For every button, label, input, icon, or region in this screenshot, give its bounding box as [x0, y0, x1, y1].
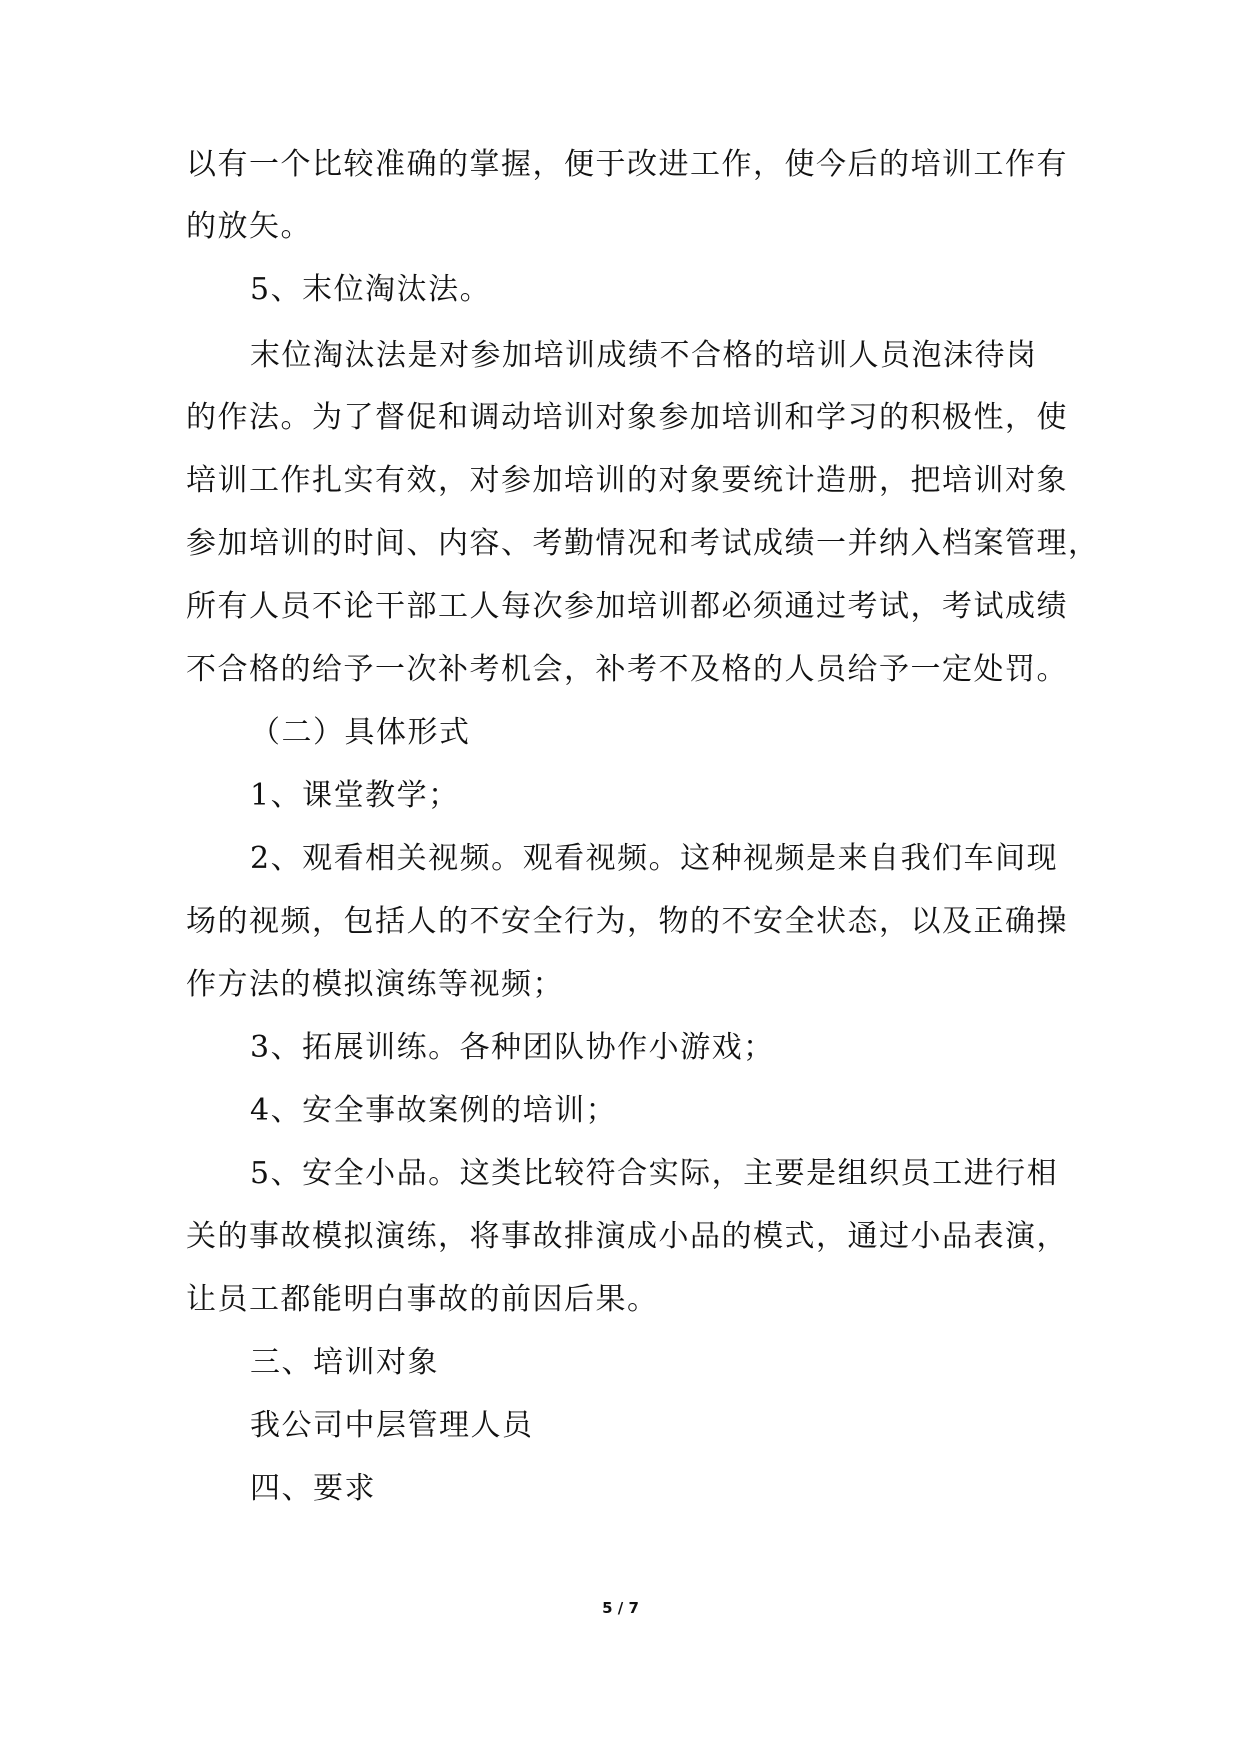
text-line: 不合格的给予一次补考机会，补考不及格的人员给予一定处罚。: [186, 652, 1068, 687]
text-line: 末位淘汰法是对参加培训成绩不合格的培训人员泡沫待岗: [250, 338, 1038, 373]
section-heading: 三、培训对象: [250, 1345, 439, 1380]
text-line: 我公司中层管理人员: [250, 1408, 534, 1443]
section-heading: （二）具体形式: [250, 715, 471, 750]
list-heading: 5、末位淘汰法。: [250, 272, 492, 307]
text-line: 所有人员不论干部工人每次参加培训都必须通过考试，考试成绩: [186, 589, 1068, 624]
list-item: 2、观看相关视频。观看视频。这种视频是来自我们车间现: [250, 841, 1059, 876]
text-line: 让员工都能明白事故的前因后果。: [186, 1282, 659, 1317]
list-item: 4、安全事故案例的培训；: [250, 1093, 618, 1128]
text-line: 关的事故模拟演练，将事故排演成小品的模式，通过小品表演，: [186, 1219, 1068, 1254]
list-item: 5、安全小品。这类比较符合实际，主要是组织员工进行相: [250, 1156, 1059, 1191]
text-line: 作方法的模拟演练等视频；: [186, 967, 564, 1002]
text-line: 参加培训的时间、内容、考勤情况和考试成绩一并纳入档案管理，: [186, 526, 1100, 561]
page-number: 5 / 7: [602, 1599, 639, 1617]
text-line: 的放矢。: [186, 209, 312, 244]
list-item: 3、拓展训练。各种团队协作小游戏；: [250, 1030, 775, 1065]
text-line: 场的视频，包括人的不安全行为，物的不安全状态，以及正确操: [186, 904, 1068, 939]
text-line: 的作法。为了督促和调动培训对象参加培训和学习的积极性，使: [186, 400, 1068, 435]
list-item: 1、课堂教学；: [250, 778, 460, 813]
text-line: 以有一个比较准确的掌握，便于改进工作，使今后的培训工作有: [186, 147, 1068, 182]
text-line: 培训工作扎实有效，对参加培训的对象要统计造册，把培训对象: [186, 463, 1068, 498]
section-heading: 四、要求: [250, 1471, 376, 1506]
